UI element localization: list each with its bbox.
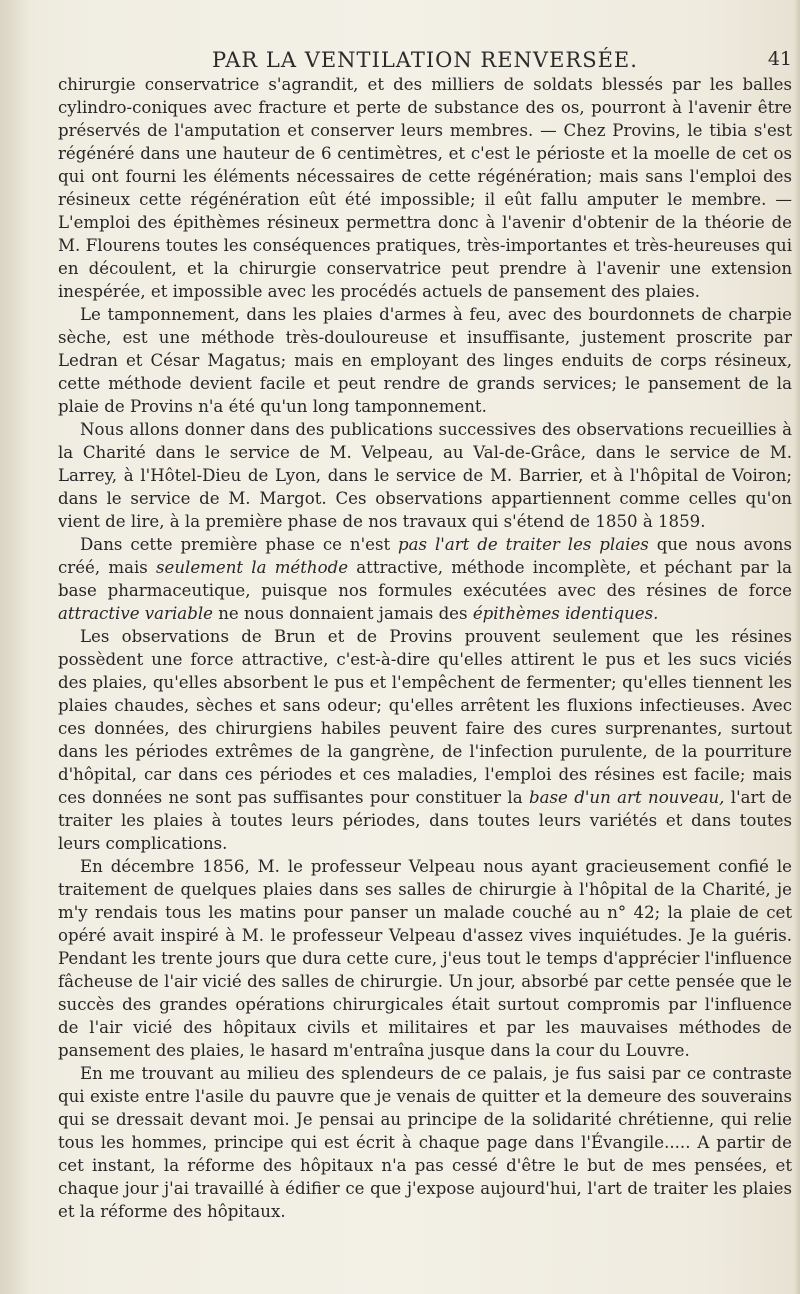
running-title: PAR LA VENTILATION RENVERSÉE. — [212, 48, 638, 72]
emphasis-art-de-traiter: pas l'art de traiter les plaies — [398, 535, 649, 554]
paragraph-7: En me trouvant au milieu des splendeurs de ce palais, je fus saisi par ce contraste qui existe entre l'asile du pauvre que je venais de quitter et la demeure des souverains qui se dressait devant moi. Je pensai au principe de la solidarité chrétienne, qui relie tous les hommes, principe qui est écrit à chaque page dans l'Évangile..... A partir de cet instant, la réforme des hôpitaux n'a pas cessé d'être le but de mes pensées, et chaque jour j'ai travaillé à édifier ce que j'expose aujourd'hui, l'art de traiter les plaies et la réforme des hôpitaux. — [58, 1064, 792, 1221]
page-number: 41 — [767, 48, 792, 70]
emphasis-seulement-methode: seulement la méthode — [156, 558, 349, 577]
binding-shadow — [0, 0, 30, 1294]
paragraph-4 — [58, 533, 792, 625]
paragraph-5-text-a: Les observations de Brun et de Provins prouvent seulement que les résines possèdent une force attractive, c'est-à-dire qu'elles attirent le pus et les sucs viciés des plaies, qu'elles absorbent le pus et l'empêchent de fermenter; qu'elles tiennent les plaies chaudes, sèches et sans odeur; qu'elles arrêtent les fluxions infectieuses. Avec ces données, des chirurgiens habiles peuvent faire des cures surprenantes, surtout dans les périodes extrêmes de la gangrène, de l'infection purulente, de la pourriture d'hôpital, car dans ces périodes et ces maladies, l'emploi des résines est facile; mais ces données ne sont pas suffisantes pour constituer la — [58, 627, 792, 807]
paragraph-4-text-d: ne nous donnaient jamais des — [212, 604, 473, 623]
paragraph-4-text-a: Dans cette première phase ce n'est — [80, 535, 399, 554]
emphasis-attractive-variable: attractive variable — [58, 604, 213, 623]
emphasis-base-art-nouveau: base d'un art nouveau, — [528, 788, 725, 807]
paragraph-4-text-c: attractive, méthode incomplète, et péchant par la base pharmaceutique, puisque nos formules exécutées avec des résines de force — [58, 558, 792, 600]
page-edge — [794, 0, 800, 1294]
paragraph-1: chirurgie conservatrice s'agrandit, et des milliers de soldats blessés par les balles cylindro-coniques avec fracture et perte de substance des os, pourront à l'avenir être préservés de l'amputation et conserver leurs membres. — Chez Provins, le tibia s'est régénéré dans une hauteur de 6 centimètres, et c'est le périoste et la moelle de cet os qui ont fourni les éléments nécessaires de cette régénération; mais sans l'emploi des résineux cette régénération eût été impossible; il eût fallu amputer le membre. — L'emploi des épithèmes résineux permettra donc à l'avenir d'obtenir de la théorie de M. Flourens toutes les conséquences pratiques, très-importantes et très-heureuses qui en découlent, et la chirurgie conservatrice peut prendre à l'avenir une extension inespérée, et impossible avec les procédés actuels de pansement des plaies. — [58, 75, 792, 301]
paragraph-2: Le tamponnement, dans les plaies d'armes à feu, avec des bourdonnets de charpie sèche, est une méthode très-douloureuse et insuffisante, justement proscrite par Ledran et César Magatus; mais en employant des linges enduits de corps résineux, cette méthode devient facile et peut rendre de grands services; le pansement de la plaie de Provins n'a été qu'un long tamponnement. — [58, 305, 792, 416]
emphasis-epithemes-identiques: épithèmes identiques. — [472, 604, 659, 623]
paragraph-6: En décembre 1856, M. le professeur Velpeau nous ayant gracieusement confié le traitement de quelques plaies dans ses salles de chirurgie à l'hôpital de la Charité, je m'y rendais tous les matins pour panser un malade couché au n° 42; la plaie de cet opéré avait inspiré à M. le professeur Velpeau d'assez vives inquiétudes. Je la guéris. Pendant les trente jours que dura cette cure, j'eus tout le temps d'apprécier l'influence fâcheuse de l'air vicié des salles de chirurgie. Un jour, absorbé par cette pensée que le succès des grandes opérations chirurgicales était surtout compromis par l'influence de l'air vicié des hôpitaux civils et militaires et par les mauvaises méthodes de pansement des plaies, le hasard m'entraîna jusque dans la cour du Louvre. — [58, 857, 792, 1060]
paragraph-3: Nous allons donner dans des publications successives des observations recueillies à la Charité dans le service de M. Velpeau, au Val-de-Grâce, dans le service de M. Larrey, à l'Hôtel-Dieu de Lyon, dans le service de M. Barrier, et à l'hôpital de Voiron; dans le service de M. Margot. Ces observations appartiennent comme celles qu'on vient de lire, à la première phase de nos travaux qui s'étend de 1850 à 1859. — [58, 420, 792, 531]
paragraph-4-text-b: que nous avons créé, mais — [58, 535, 792, 577]
paragraph-5 — [58, 625, 792, 855]
body-text — [58, 73, 792, 1223]
paragraph-5-text-b: l'art de traiter les plaies à toutes leurs périodes, dans toutes leurs variétés et dans toutes leurs complications. — [58, 788, 792, 853]
